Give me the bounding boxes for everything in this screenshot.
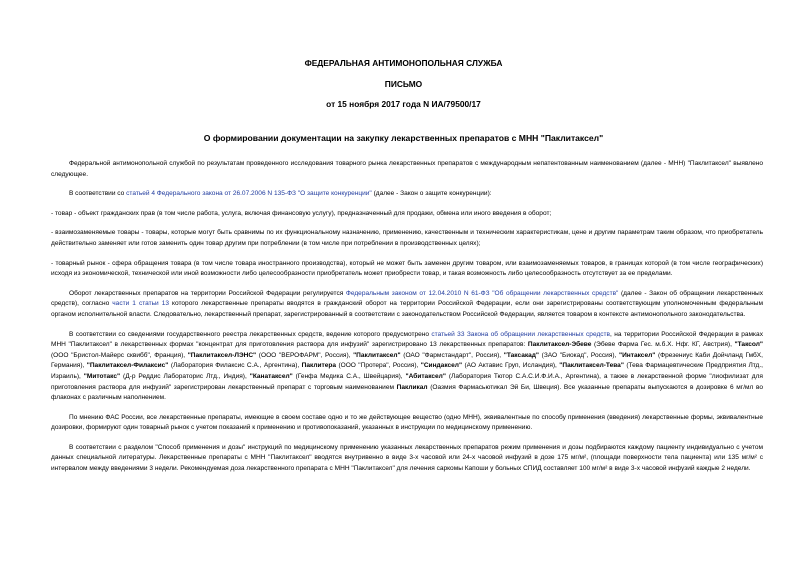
paragraph-law-reference (51, 189, 763, 200)
definition-interchangeable-goods: - взаимозаменяемые товары - товары, которые могут быть сравнимы по их функциональному назначению, применению, качественным и техническим характеристикам, цене и другим параметрам таким образом, что приобретатель действительно заменяет или готов заменить один товар другим при потреблении (в том числе при потреблении в производственных целях); (51, 229, 763, 247)
drug-name: "Паклитаксел-ЛЭНС" (187, 351, 257, 359)
drug-name: "Таксол" (734, 341, 763, 349)
paragraph-text: В соответствии со (69, 190, 127, 198)
paragraph-fas-opinion: По мнению ФАС России, все лекарственные препараты, имеющие в своем составе одно и то же действующее вещество (одно МНН), эквивалентные по способу применения (введения) лекарственные формы, эквивалентные дозировки, формируют один товарный рынок с учетом показаний к применению и противопоказаний, указанных в инструкции по медицинскому применению. (51, 413, 763, 432)
drug-maker: (Эбеве Фарма Гес. м.б.Х. Нфг. КГ, Австрия), (591, 341, 735, 349)
document-type: ПИСЬМО (384, 79, 423, 89)
drug-maker: (ООО "Бристол-Майерс сквибб", Франция), (51, 351, 188, 359)
drug-maker: (Генфа Медика С.А., Швейцария), (292, 372, 406, 380)
paragraph-text: Оборот лекарственных препаратов на территории Российской Федерации регулируется (69, 289, 346, 297)
drug-maker: (ЗАО "Биокад", Россия), (539, 351, 619, 359)
paragraph-text: , на территории Российской Федерации в рамках МНН "Паклитаксел" в лекарственных формах "концентрат для приготовления раствора для инфузий" зарегистрировано 13 лекарственных препаратов: (51, 330, 763, 349)
drug-maker: (Лаборатория Тютор С.А.С.И.Ф.И.А., Аргентина), а также в лекарственной форме "лиофилизат для приготовления раствора для инфузий" зарегистрирован лекарственный препарат с торговым наименованием (51, 372, 763, 391)
drug-maker: (АО Актавис Груп, Исландия), (462, 362, 560, 370)
drug-name: Паклитера (301, 362, 337, 370)
drug-maker: (ОАО "Фармстандарт", Россия), (400, 351, 504, 359)
drug-maker: (ООО "Протера", Россия), (336, 362, 421, 370)
law-135-link[interactable]: статьей 4 Федерального закона от 26.07.2006 N 135-ФЗ "О защите конкуренции" (126, 190, 372, 198)
drug-maker: (Фрезениус Каби Дойчланд ГмбХ, Германия), (51, 351, 763, 370)
drug-maker: (Д-р Реддис Лабораторис Лтд., Индия), (120, 372, 250, 380)
paragraph-registered-drugs (51, 330, 763, 404)
article-33-link[interactable]: статьей 33 Закона об обращении лекарственных средств (431, 330, 611, 338)
article-13-link[interactable]: части 1 статьи 13 (112, 300, 170, 308)
drug-name: Пакликал (396, 383, 428, 391)
drug-name: "Паклитаксел-Филаксис" (86, 362, 169, 370)
definition-product-market: - товарный рынок - сфера обращения товара (в том числе товара иностранного производства), который не может быть заменен другим товаром, или взаимозаменяемых товаров, в границах которой (в том числе географических) исходя из экономической, технической или иной возможности либо целесообразности приобретатель может приобрести товар, и такая возможность либо целесообразность отсутствует за ее пределами. (51, 259, 763, 278)
drug-name: "Интаксел" (619, 351, 656, 359)
drug-maker: (Тева Фармацевтические Предприятия Лтд., Израиль), (51, 362, 763, 380)
document-date-number: от 15 ноября 2017 года N ИА/79500/17 (326, 99, 481, 109)
drug-maker: (ООО "ВЕРОФАРМ", Россия), (256, 351, 354, 359)
drug-name: "Паклитаксел-Тева" (559, 362, 624, 370)
paragraph-text: (далее - Закон об обращении лекарственных средств), согласно (51, 289, 764, 308)
agency-name: ФЕДЕРАЛЬНАЯ АНТИМОНОПОЛЬНАЯ СЛУЖБА (304, 58, 503, 68)
paragraph-text: (далее - Закон о защите конкуренции): (371, 190, 492, 198)
paragraph-drug-circulation (51, 289, 763, 321)
paragraph-text: которого лекарственные препараты вводятся в гражданский оборот на территории Российской Федерации, если они зарегистрированы соответствующим уполномоченным федеральным органом исполнительной власти. Следовательно, лекарственный препарат, зарегистрированный в соответствии с законодательством Российской Федерации, является товаром в контексте антимонопольного законодательства. (51, 300, 764, 318)
drug-name: "Митотакс" (83, 372, 121, 380)
drug-name: "Таксакад" (503, 351, 540, 359)
paragraph-dosage: В соответствии с разделом "Способ применения и дозы" инструкций по медицинскому применению указанных лекарственных препаратов режим применения и дозы подбираются каждому пациенту индивидуально с учетом данных специальной литературы. Лекарственные препараты с МНН "Паклитаксел" вводятся внутривенно в виде 3-х часовой или 24-х часовой инфузий в дозе 175 мг/м², (площади поверхности тела пациента) или 135 мг/м² с интервалом между введениями 3 недели. Рекомендуемая доза лекарственного препарата с МНН "Паклитаксел" для лечения саркомы Капоши у больных СПИД составляет 100 мг/м² в виде 3-х часовой инфузий каждые 2 недели. (51, 443, 763, 473)
paragraph-text: В соответствии со сведениями государственного реестра лекарственных средств, ведение которого предусмотрено (69, 330, 432, 338)
drug-name: "Синдаксел" (420, 362, 463, 370)
drug-name: "Абитаксел" (405, 372, 446, 380)
document-title: О формировании документации на закупку лекарственных препаратов с МНН "Паклитаксел" (203, 133, 604, 143)
drug-name: "Паклитаксел" (353, 351, 401, 359)
drug-maker: (Оазмия Фармасьютикал Эй Би, Швеция). Все указанные препараты выпускаются в дозировке 6 мг/мл во флаконах с различным наполнением. (51, 383, 763, 402)
definition-goods: - товар - объект гражданских прав (в том числе работа, услуга, включая финансовую услугу), предназначенный для продажи, обмена или иного введения в оборот; (51, 209, 552, 217)
document-body (51, 159, 763, 484)
drug-maker: (Лаборатория Филаксис С.А., Аргентина), (168, 362, 302, 370)
paragraph-intro: Федеральной антимонопольной службой по результатам проведенного исследования товарного рынка лекарственных препаратов с международным непатентованным наименованием (далее - МНН) "Паклитаксел" выявлено следующее. (51, 160, 763, 178)
drug-name: Паклитаксел-Эбеве (527, 341, 592, 349)
drug-name: "Канатаксел" (249, 372, 293, 380)
law-61-link[interactable]: Федеральным законом от 12.04.2010 N 61-ФЗ "Об обращении лекарственных средств" (345, 289, 619, 297)
